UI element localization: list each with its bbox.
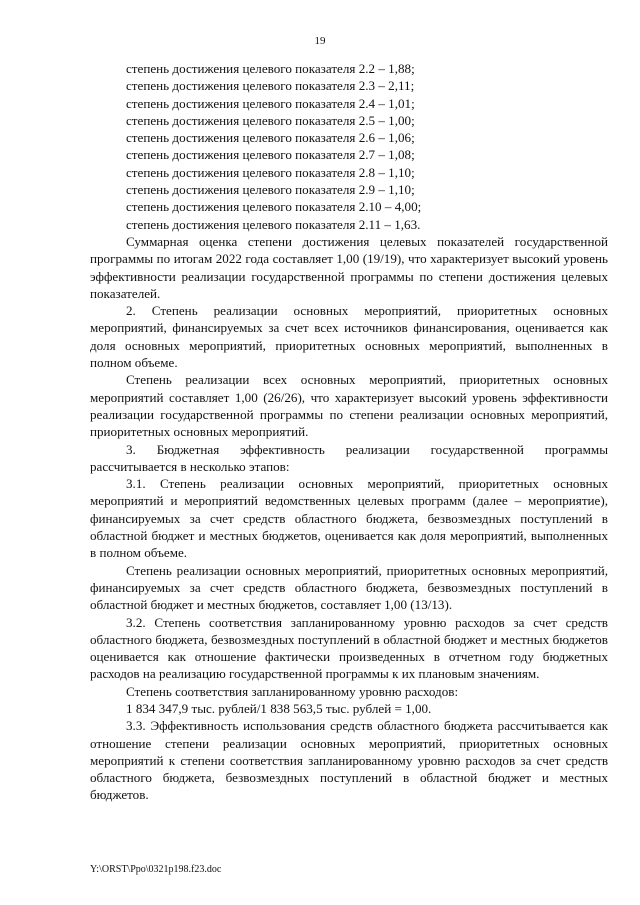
indicator-list-item: степень достижения целевого показателя 2.10 – 4,00; bbox=[126, 199, 422, 215]
paragraph-expense-formula: 1 834 347,9 тыс. рублей/1 838 563,5 тыс. рублей = 1,00. bbox=[126, 700, 432, 716]
indicator-list-item: степень достижения целевого показателя 2.3 – 2,11; bbox=[126, 78, 415, 94]
paragraph-section-2-result: Степень реализации всех основных мероприятий, приоритетных основных мероприятий составляет 1,00 (26/26), что характеризует высокий уровень эффективности реализации государственной программы по степени реализации основных мероприятий, приоритетных основных мероприятий. bbox=[90, 372, 608, 440]
page-number: 19 bbox=[314, 35, 326, 47]
indicator-list-item: степень достижения целевого показателя 2.8 – 1,10; bbox=[126, 164, 415, 180]
paragraph-section-3-1: 3.1. Степень реализации основных мероприятий, приоритетных основных мероприятий и мероприятий ведомственных целевых программ (далее – мероприятие), финансируемых за счет средств областного бюджета, безвозмездных поступлений в областной бюджет и местных бюджетов, оценивается как доля мероприятий, выполненных в полном объеме. bbox=[90, 476, 608, 561]
indicator-list-item: степень достижения целевого показателя 2.5 – 1,00; bbox=[126, 112, 415, 128]
indicator-list-item: степень достижения целевого показателя 2.11 – 1,63. bbox=[126, 216, 421, 232]
paragraph-section-3-3: 3.3. Эффективность использования средств областного бюджета рассчитывается как отношение степени реализации основных мероприятий, приоритетных основных мероприятий к степени соответствия запланированному уровню расходов за счет средств областного бюджета, безвозмездных поступлений в областной бюджет и местных бюджетов. bbox=[90, 718, 608, 803]
paragraph-section-3-1-result: Степень реализации основных мероприятий, приоритетных основных мероприятий, финансируемых за счет средств областного бюджета, безвозмездных поступлений в областной бюджет и местных бюджетов, составляет 1,00 (13/13). bbox=[90, 562, 608, 613]
paragraph-section-3-2: 3.2. Степень соответствия запланированному уровню расходов за счет средств областного бюджета, безвозмездных поступлений в областной бюджет и местных бюджетов оценивается как отношение фактически произведенных в отчетном году бюджетных расходов на реализацию государственной программы к их плановым значениям. bbox=[90, 614, 608, 682]
paragraph-section-2: 2. Степень реализации основных мероприятий, приоритетных основных мероприятий, финансируемых за счет всех источников финансирования, оценивается как доля основных мероприятий, приоритетных основных мероприятий, выполненных в полном объеме. bbox=[90, 303, 608, 371]
footer-file-path: Y:\ORST\Ppo\0321p198.f23.doc bbox=[90, 864, 222, 875]
indicator-list-item: степень достижения целевого показателя 2.4 – 1,01; bbox=[126, 95, 415, 111]
document-body bbox=[90, 60, 608, 804]
paragraph-section-3: 3. Бюджетная эффективность реализации государственной программы рассчитывается в несколько этапов: bbox=[90, 441, 608, 474]
paragraph-summary: Суммарная оценка степени достижения целевых показателей государственной программы по итогам 2022 года составляет 1,00 (19/19), что характеризует высокий уровень эффективности реализации государственной программы по степени достижения целевых показателей. bbox=[90, 233, 608, 301]
indicator-list-item: степень достижения целевого показателя 2.7 – 1,08; bbox=[126, 147, 415, 163]
paragraph-expense-label: Степень соответствия запланированному уровню расходов: bbox=[126, 683, 459, 699]
indicator-list-item: степень достижения целевого показателя 2.6 – 1,06; bbox=[126, 130, 415, 146]
indicator-list-item: степень достижения целевого показателя 2.2 – 1,88; bbox=[126, 61, 415, 76]
indicator-list-item: степень достижения целевого показателя 2.9 – 1,10; bbox=[126, 182, 415, 198]
